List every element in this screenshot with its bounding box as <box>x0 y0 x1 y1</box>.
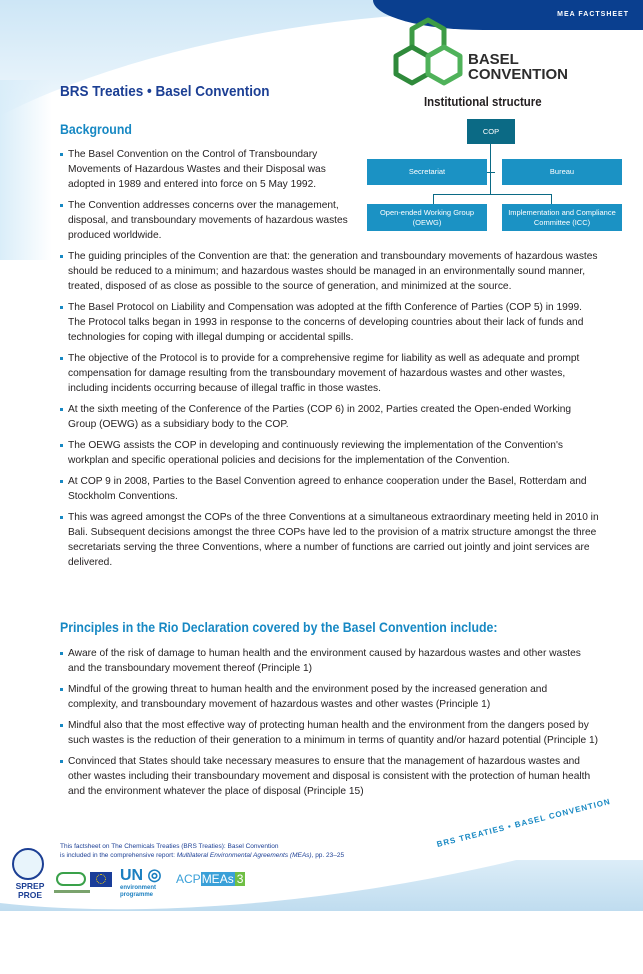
org-node-cop: COP <box>467 119 515 144</box>
list-item: Mindful of the growing threat to human health and the environment posed by the increased generation and complexity, and transboundary movement of hazardous wastes and other wastes (Principle 1) <box>60 682 600 712</box>
list-item: Aware of the risk of damage to human health and the environment caused by hazardous wastes and other wastes and the transboundary movement thereof (Principle 1) <box>60 646 600 676</box>
logo-line-1: BASEL <box>468 51 519 68</box>
connector-line <box>487 172 495 173</box>
un-sub-line-2: programme <box>120 891 154 898</box>
acp-text: ACP <box>176 872 201 886</box>
list-item: This was agreed amongst the COPs of the three Conventions at a simultaneous extraordinary meeting held in 2010 in Bali. Subsequent decisions amongst the three COPs have led to the provision of a matrix structure amongst the three secretariats serving the three Conventions, where a number of functions are carried out jointly and joint services are delivered. <box>60 510 600 570</box>
connector-line <box>433 194 552 195</box>
org-node-oewg: Open-ended Working Group (OEWG) <box>367 204 487 231</box>
list-item: The objective of the Protocol is to provide for a comprehensive regime for liability as well as adequate and prompt compensation for damage resulting from the transboundary movement of hazardous wastes and other wastes, including incidents occurring because of illegal traffic in those wastes. <box>60 351 600 396</box>
acp-meas-logo <box>176 872 245 886</box>
org-node-icc: Implementation and Compliance Committee (ICC) <box>502 204 622 231</box>
un-sub-line-1: environment <box>120 885 157 891</box>
logo-line-2: CONVENTION <box>468 66 569 83</box>
connector-line <box>490 142 491 195</box>
sprep-wordmark <box>9 882 51 900</box>
list-item: The Basel Convention on the Control of Transboundary Movements of Hazardous Wastes and their Disposal was adopted in 1989 and entered into force on 5 May 1992. <box>60 147 350 192</box>
background-heading: Background <box>60 121 132 137</box>
acp-caption <box>54 890 90 893</box>
footer-series-label: BRS TREATIES • BASEL CONVENTION <box>435 796 612 849</box>
page-title: BRS Treaties • Basel Convention <box>60 83 270 100</box>
background-list <box>60 249 600 576</box>
un-wordmark: UN <box>120 867 144 884</box>
un-environment-caption <box>120 885 156 898</box>
list-item: The Convention addresses concerns over the management, disposal, and transboundary movements of hazardous wastes produced worldwide. <box>60 198 350 243</box>
principles-heading: Principles in the Rio Declaration covered by the Basel Convention include: <box>60 619 498 635</box>
basel-hexagon-icon <box>392 16 464 88</box>
list-item: At COP 9 in 2008, Parties to the Basel Convention agreed to enhance cooperation under the Basel, Rotterdam and Stockholm Conventions. <box>60 474 600 504</box>
background-list-top <box>60 147 350 249</box>
list-item: The OEWG assists the COP in developing and continuously reviewing the implementation of the Convention's workplan and specific operational policies and decisions for the implementation of the Convention. <box>60 438 600 468</box>
list-item: The guiding principles of the Convention are that: the generation and transboundary movements of hazardous wastes should be reduced to a minimum; and hazardous wastes should be managed in an environmentally sound manner, treated, disposed of as close as possible to the source of generation, and minimized at the source. <box>60 249 600 294</box>
list-item: The Basel Protocol on Liability and Compensation was adopted at the fifth Conference of Parties (COP 5) in 1999. The Protocol talks began in 1993 in response to the concerns of developing countries about their lack of funds and technologies for coping with illegal dumping or accidental spills. <box>60 300 600 345</box>
un-environment-logo <box>120 868 162 884</box>
sprep-line-2: PROE <box>17 890 43 900</box>
eu-flag-icon <box>90 872 112 887</box>
list-item: At the sixth meeting of the Conference of the Parties (COP 6) in 2002, Parties created the Open-ended Working Group (OEWG) as a subsidiary body to the COP. <box>60 402 600 432</box>
sprep-line-1: SPREP <box>15 881 45 891</box>
report-title: Multilateral Environmental Agreements (MEAs) <box>176 852 312 859</box>
org-node-bureau: Bureau <box>502 159 622 185</box>
list-item: Mindful also that the most effective way of protecting human health and the environment from the dangers posed by such wastes is the reduction of their generation to a minimum in terms of quantity and/or hazard potential (Principle 1) <box>60 718 600 748</box>
sprep-logo <box>8 848 50 908</box>
un-globe-icon: ◎ <box>143 867 162 884</box>
left-decoration <box>0 80 52 260</box>
footer-note-pages: , pp. 23–25 <box>311 852 345 859</box>
footer-note-prefix: is included in the comprehensive report: <box>60 852 177 859</box>
meas-number: 3 <box>236 872 244 886</box>
basel-convention-logo <box>392 16 592 88</box>
logo-wordmark <box>468 52 568 82</box>
org-node-secretariat: Secretariat <box>367 159 487 185</box>
principles-list <box>60 646 600 805</box>
footer-note-line-1: This factsheet on The Chemicals Treaties (BRS Treaties): Basel Convention <box>60 843 279 850</box>
sprep-emblem-icon <box>12 848 44 880</box>
meas-text: MEAs <box>201 872 234 886</box>
list-item: Convinced that States should take necessary measures to ensure that the management of hazardous wastes and other wastes including their transboundary movement and disposal is consistent with the protection of human health and the environment whatever the place of disposal (Principle 15) <box>60 754 600 799</box>
factsheet-tag: MEA FACTSHEET <box>557 11 629 18</box>
org-chart-title: Institutional structure <box>424 94 542 109</box>
acp-logo-icon <box>56 872 86 886</box>
partner-logos <box>8 848 308 908</box>
